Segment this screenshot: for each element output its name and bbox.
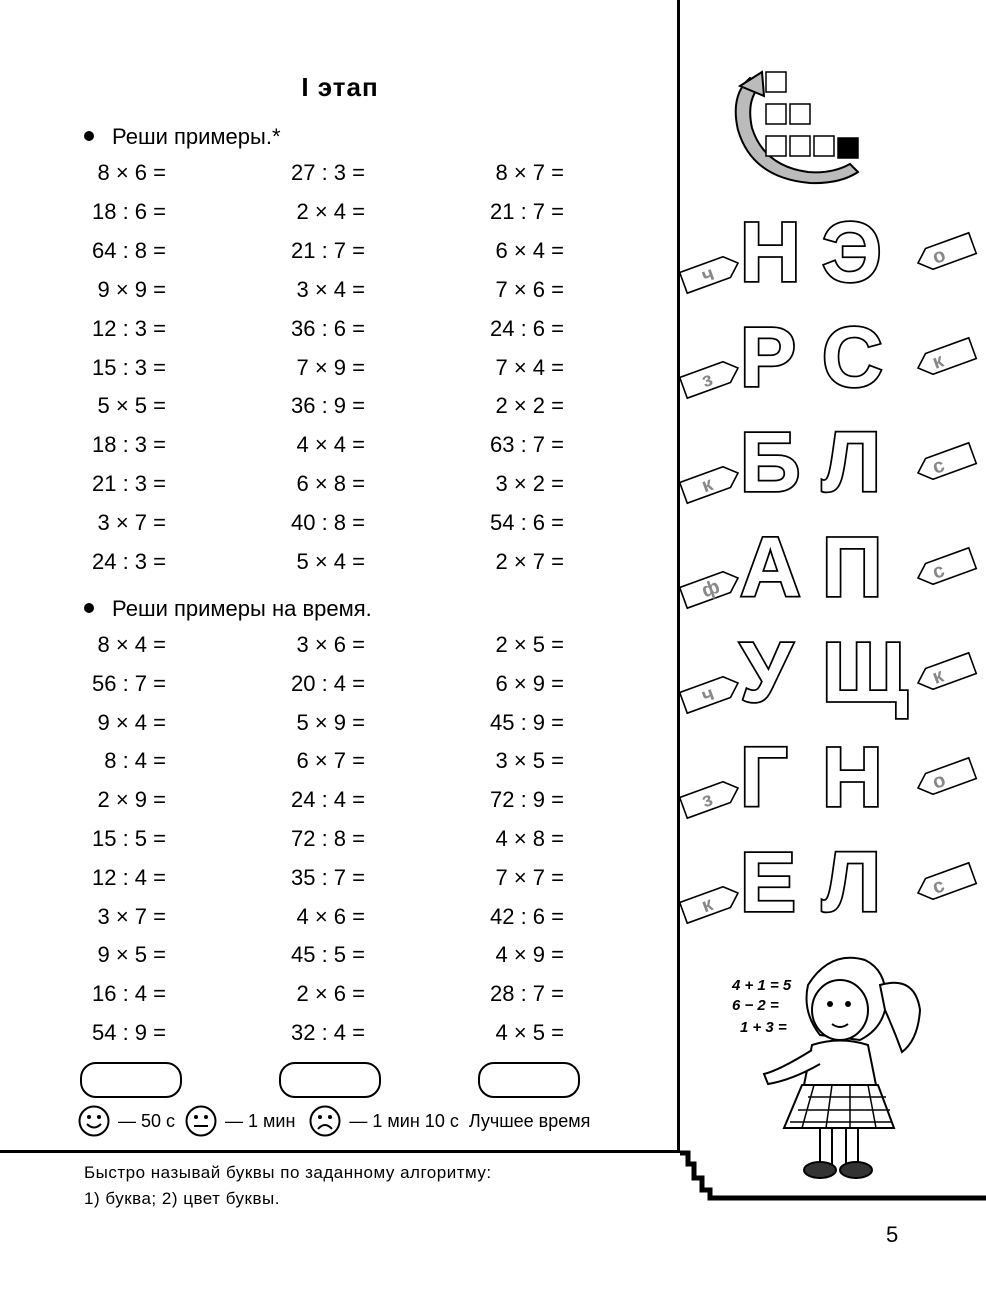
exercise: 24 : 3 = bbox=[91, 549, 166, 574]
letter-panel bbox=[680, 0, 986, 1299]
big-letter: Н bbox=[822, 730, 883, 824]
exercise: 12 : 4 = bbox=[91, 864, 166, 890]
exercise: 21 : 7 = bbox=[489, 198, 564, 224]
exercise: 9 × 4 = bbox=[97, 709, 166, 735]
exercise: 5 × 4 = bbox=[296, 549, 365, 574]
task-2-heading bbox=[84, 596, 372, 622]
exercise: 2 × 6 = bbox=[296, 981, 365, 1007]
exercise: 54 : 9 = bbox=[91, 1020, 166, 1045]
exercise: 32 : 4 = bbox=[290, 1020, 365, 1045]
legend-good-text: — 50 с bbox=[118, 1110, 176, 1131]
exercise: 15 : 3 = bbox=[91, 354, 166, 380]
exercise: 45 : 5 = bbox=[290, 942, 365, 968]
pencil-right-icon bbox=[914, 758, 976, 799]
exercise: 2 × 2 = bbox=[495, 393, 564, 419]
exercise: 35 : 7 = bbox=[290, 864, 365, 890]
girl-illustration bbox=[731, 958, 920, 1178]
exercise: 7 × 4 = bbox=[495, 354, 564, 380]
big-letter: Б bbox=[740, 415, 801, 509]
time-box-1[interactable] bbox=[80, 1062, 182, 1098]
exercise: 7 × 9 = bbox=[296, 354, 365, 380]
algorithm-arrow-icon bbox=[736, 72, 858, 183]
task-2-label: Реши примеры на время. bbox=[112, 596, 372, 621]
exercise: 5 × 5 = bbox=[97, 393, 166, 419]
legend-best-time: Лучшее время bbox=[468, 1110, 591, 1131]
big-letter: Э bbox=[822, 205, 882, 299]
color-letter: ф bbox=[698, 575, 723, 603]
color-letter: ч bbox=[698, 682, 718, 708]
big-letter: Р bbox=[740, 310, 797, 404]
exercise: 28 : 7 = bbox=[489, 981, 564, 1007]
exercise: 15 : 5 = bbox=[91, 826, 166, 851]
exercise: 6 × 7 = bbox=[296, 748, 365, 774]
exercise: 72 : 8 = bbox=[290, 826, 365, 851]
big-letter: А bbox=[740, 520, 801, 614]
exercise: 24 : 4 = bbox=[290, 787, 365, 813]
exercise: 36 : 6 = bbox=[290, 315, 365, 341]
pencil-left-icon bbox=[680, 463, 742, 504]
pencil-right-icon bbox=[914, 233, 976, 274]
exercise: 27 : 3 = bbox=[290, 160, 365, 185]
pencil-left-icon bbox=[680, 883, 742, 924]
exercise: 3 × 7 = bbox=[97, 903, 166, 929]
exercise: 36 : 9 = bbox=[290, 393, 365, 419]
sad-face-icon bbox=[309, 1105, 341, 1137]
smile-face-icon bbox=[78, 1105, 110, 1137]
exercise: 63 : 7 = bbox=[489, 432, 564, 458]
bullet-icon bbox=[84, 603, 94, 613]
exercise: 8 × 6 = bbox=[97, 160, 166, 185]
pencil-right-icon bbox=[914, 653, 976, 694]
letter-rows bbox=[680, 205, 977, 929]
pencil-left-icon bbox=[680, 358, 742, 399]
algorithm-grid-icon bbox=[766, 72, 858, 158]
pencil-right-icon bbox=[914, 863, 976, 904]
exercise: 21 : 7 = bbox=[290, 237, 365, 263]
exercise: 64 : 8 = bbox=[91, 237, 166, 263]
big-letter: Л bbox=[822, 415, 881, 509]
task-1-heading bbox=[84, 124, 281, 150]
exercise: 18 : 6 = bbox=[91, 198, 166, 224]
color-letter: с bbox=[929, 454, 948, 479]
big-letter: Е bbox=[740, 835, 797, 929]
color-letter: о bbox=[929, 243, 949, 269]
big-letter: Н bbox=[740, 205, 801, 299]
pencil-left-icon bbox=[680, 778, 742, 819]
exercise: 6 × 8 = bbox=[296, 471, 365, 497]
exercise: 4 × 6 = bbox=[296, 903, 365, 929]
color-letter: к bbox=[929, 664, 947, 689]
exercise: 18 : 3 = bbox=[91, 432, 166, 458]
task-1-label: Реши примеры.* bbox=[112, 124, 281, 149]
pencil-left-icon bbox=[680, 673, 742, 714]
exercise: 3 × 2 = bbox=[495, 471, 564, 497]
exercise: 3 × 6 = bbox=[296, 632, 365, 657]
pencil-right-icon bbox=[914, 548, 976, 589]
board-line-2: 6 − 2 = bbox=[732, 997, 779, 1014]
exercise: 9 × 5 = bbox=[97, 942, 166, 968]
exercise: 16 : 4 = bbox=[91, 981, 166, 1007]
exercise: 2 × 5 = bbox=[495, 632, 564, 657]
exercise: 3 × 7 = bbox=[97, 510, 166, 536]
exercise: 3 × 4 = bbox=[296, 276, 365, 302]
exercise: 4 × 5 = bbox=[495, 1020, 564, 1045]
exercise: 2 × 9 = bbox=[97, 787, 166, 813]
exercise: 8 × 4 = bbox=[97, 632, 166, 657]
footer-divider bbox=[0, 1150, 680, 1153]
legend-neutral-text: — 1 мин bbox=[225, 1110, 296, 1131]
color-letter: з bbox=[698, 788, 716, 813]
exercise: 4 × 4 = bbox=[296, 432, 365, 458]
bullet-icon bbox=[84, 131, 94, 141]
exercise: 5 × 9 = bbox=[296, 709, 365, 735]
exercise: 8 : 4 = bbox=[104, 748, 166, 774]
pencil-right-icon bbox=[914, 338, 976, 379]
exercise: 9 × 9 = bbox=[97, 276, 166, 302]
exercise: 21 : 3 = bbox=[91, 471, 166, 497]
pencil-right-icon bbox=[914, 443, 976, 484]
pencil-left-icon bbox=[680, 253, 742, 294]
stage-title: I этап bbox=[301, 72, 379, 102]
instructions-line-1: Быстро называй буквы по заданному алгоритму: bbox=[84, 1163, 492, 1182]
color-letter: о bbox=[929, 768, 949, 794]
exercise: 2 × 4 = bbox=[296, 198, 365, 224]
exercise: 6 × 9 = bbox=[495, 670, 564, 696]
color-letter: к bbox=[929, 349, 947, 374]
board-line-1: 4 + 1 = 5 bbox=[732, 977, 792, 994]
color-letter: с bbox=[929, 559, 948, 584]
big-letter: П bbox=[822, 520, 883, 614]
exercise: 3 × 5 = bbox=[495, 748, 564, 774]
exercise: 24 : 6 = bbox=[489, 315, 564, 341]
exercise: 4 × 8 = bbox=[495, 826, 564, 851]
exercise: 20 : 4 = bbox=[290, 670, 365, 696]
exercise: 42 : 6 = bbox=[489, 903, 564, 929]
time-box-3[interactable] bbox=[478, 1062, 580, 1098]
exercise: 45 : 9 = bbox=[489, 709, 564, 735]
exercise: 54 : 6 = bbox=[489, 510, 564, 536]
exercise: 6 × 4 = bbox=[495, 237, 564, 263]
exercise: 72 : 9 = bbox=[489, 787, 564, 813]
big-letter: Г bbox=[740, 730, 788, 824]
exercise: 7 × 6 = bbox=[495, 276, 564, 302]
pencil-left-icon bbox=[680, 568, 742, 609]
board-line-3: 1 + 3 = bbox=[740, 1019, 787, 1036]
exercise: 2 × 7 = bbox=[495, 549, 564, 574]
big-letter: С bbox=[822, 310, 883, 404]
exercise: 56 : 7 = bbox=[91, 670, 166, 696]
big-letter: Л bbox=[822, 835, 881, 929]
color-letter: к bbox=[698, 473, 716, 498]
big-letter: У bbox=[740, 625, 793, 719]
instructions bbox=[84, 1160, 492, 1212]
exercise: 4 × 9 = bbox=[495, 942, 564, 968]
legend-bad-text: — 1 мин 10 с bbox=[349, 1110, 459, 1131]
exercise: 7 × 7 = bbox=[495, 864, 564, 890]
big-letter: Щ bbox=[822, 625, 908, 719]
color-letter: ч bbox=[698, 262, 718, 288]
time-box-2[interactable] bbox=[279, 1062, 381, 1098]
color-letter: з bbox=[698, 368, 716, 393]
exercise: 8 × 7 = bbox=[495, 160, 564, 185]
neutral-face-icon bbox=[185, 1105, 217, 1137]
page-number: 5 bbox=[886, 1222, 899, 1247]
color-letter: к bbox=[698, 893, 716, 918]
time-legend bbox=[78, 1102, 590, 1140]
exercise: 40 : 8 = bbox=[290, 510, 365, 536]
exercise: 12 : 3 = bbox=[91, 315, 166, 341]
color-letter: с bbox=[929, 874, 948, 899]
instructions-line-2: 1) буква; 2) цвет буквы. bbox=[84, 1189, 280, 1208]
